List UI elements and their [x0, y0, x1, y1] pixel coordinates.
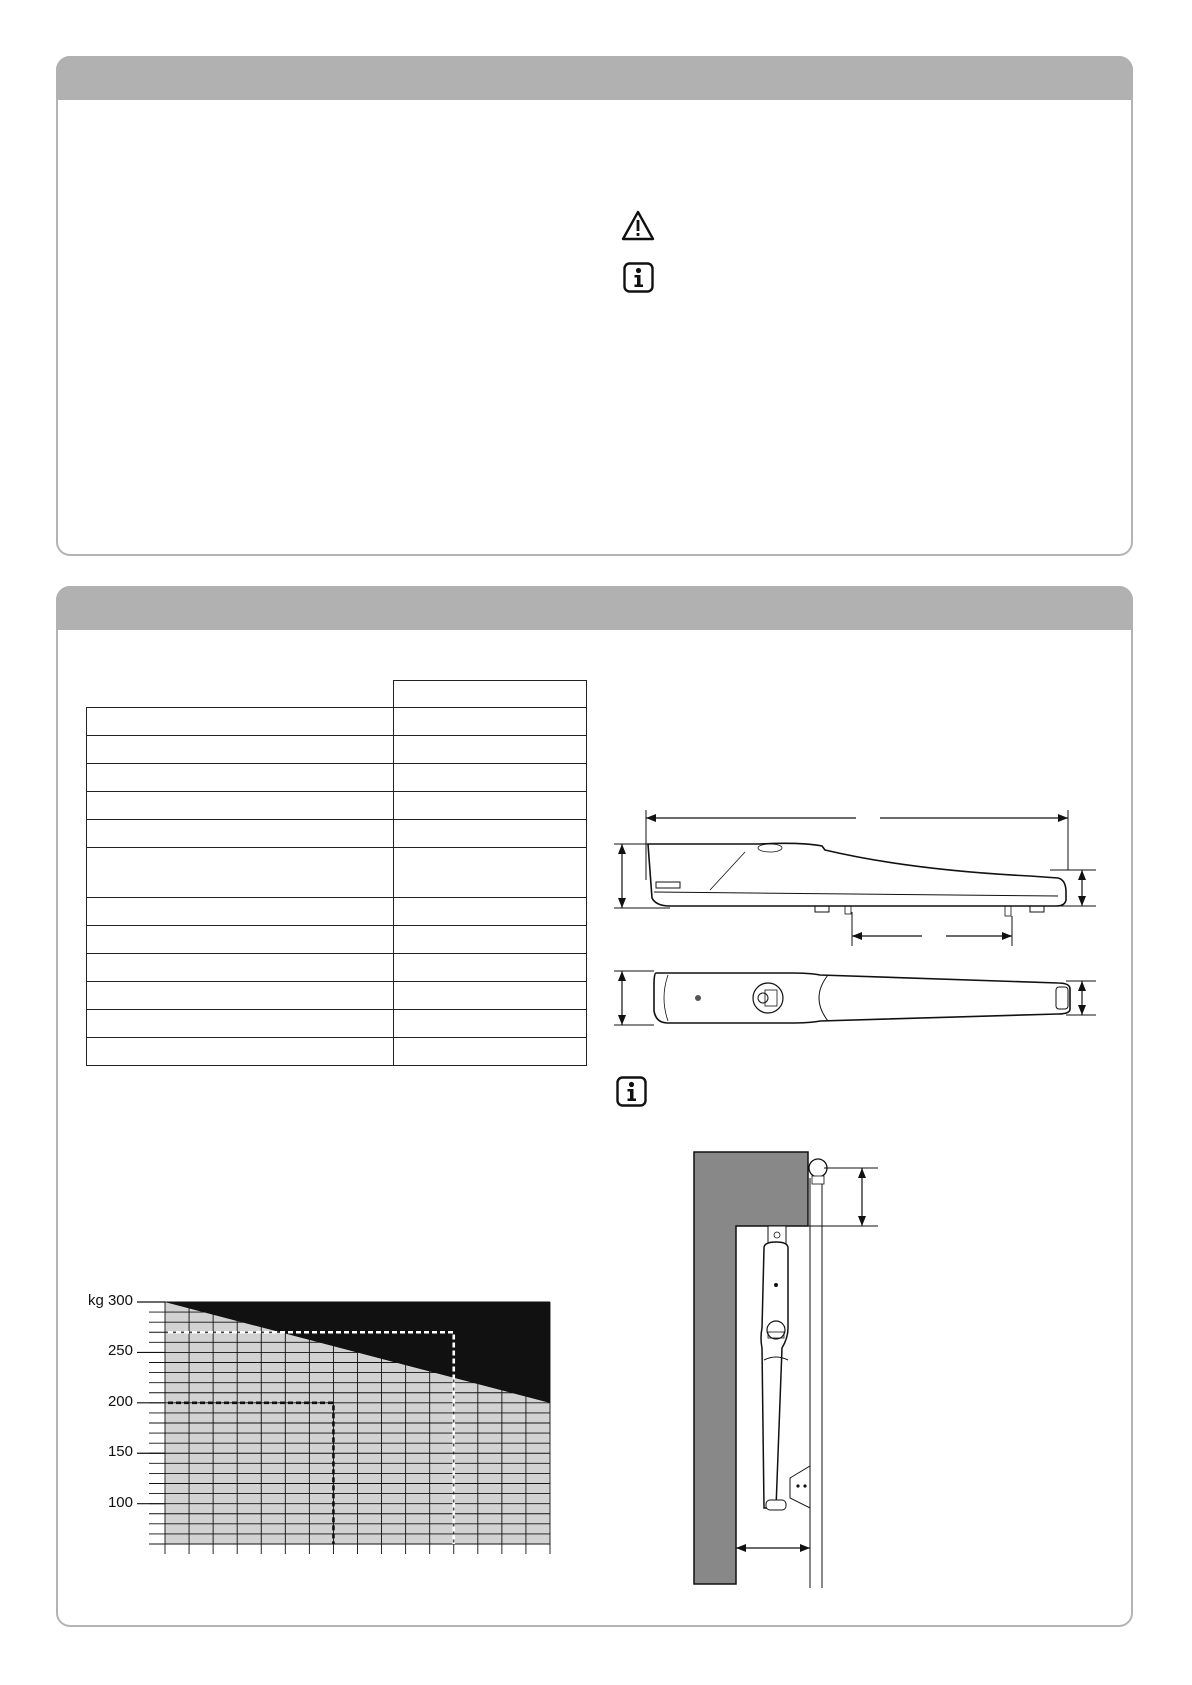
table-row	[87, 764, 587, 792]
info-icon	[616, 1076, 647, 1107]
operator-side-view-drawing	[610, 800, 1110, 940]
operator-top-view-drawing	[610, 965, 1110, 1035]
table-row	[87, 898, 587, 926]
info-icon	[623, 262, 654, 293]
table-row	[87, 792, 587, 820]
chart-y-tick-label: kg 300	[87, 1292, 133, 1309]
chart-y-tick-label: 200	[107, 1392, 133, 1410]
table-row	[87, 736, 587, 764]
chart-y-tick-label: 100	[107, 1493, 133, 1511]
chart-y-tick-label: 150	[107, 1443, 133, 1461]
table-row	[87, 1010, 587, 1038]
table-row	[87, 1038, 587, 1066]
table-row	[87, 982, 587, 1010]
section-panel-1	[56, 56, 1133, 556]
table-row	[87, 926, 587, 954]
weight-limit-chart	[80, 1290, 560, 1550]
section-header-bar-1	[56, 56, 1133, 100]
table-row	[87, 820, 587, 848]
warning-triangle-icon	[621, 210, 655, 242]
installation-plan-drawing	[690, 1148, 910, 1588]
table-row	[87, 708, 587, 736]
table-row	[87, 954, 587, 982]
table-row	[87, 848, 587, 898]
section-header-bar-2	[56, 586, 1133, 630]
chart-y-tick-label: 250	[107, 1342, 133, 1360]
spec-table	[86, 680, 587, 1066]
